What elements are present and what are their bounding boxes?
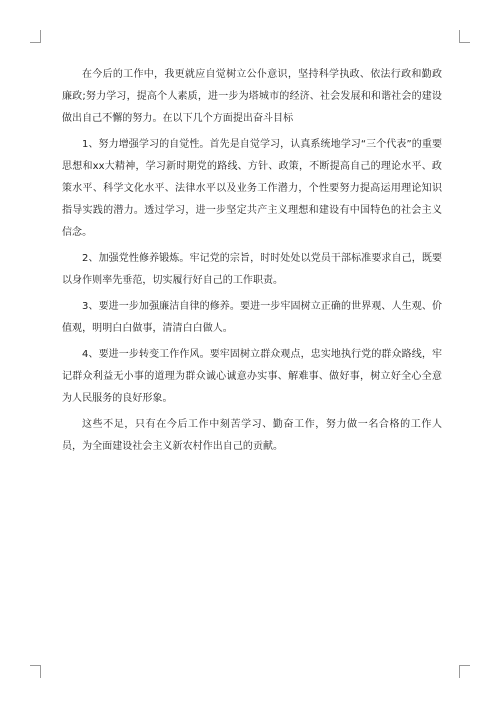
paragraph-intro: 在今后的工作中，我更就应自觉树立公仆意识，坚持科学执政、依法行政和勤政廉政;努力学习，提高个人素质，进一步为塔城市的经济、社会发展和和谐社会的建设做出自己不懈的努力。在以下几个方面提出奋斗目标 bbox=[62, 69, 442, 124]
crop-mark-bottom-right bbox=[459, 665, 470, 678]
crop-mark-top-right bbox=[459, 30, 470, 43]
crop-mark-top-left bbox=[30, 30, 41, 43]
paragraph-goal-3: 3、要进一步加强廉洁自律的修养。要进一步牢固树立正确的世界观、人生观、价值观，明明白白做事，清清白白做人。 bbox=[62, 301, 442, 334]
document-body bbox=[62, 64, 442, 458]
crop-mark-bottom-left bbox=[30, 665, 41, 678]
paragraph-conclusion: 这些不足，只有在今后工作中刻苦学习、勤奋工作，努力做一名合格的工作人员，为全面建设社会主义新农村作出自己的贡献。 bbox=[62, 419, 442, 452]
paragraph-goal-2: 2、加强党性修养锻炼。牢记党的宗旨，时时处处以党员干部标准要求自己，既要以身作则率先垂范，切实履行好自己的工作职责。 bbox=[62, 253, 442, 286]
paragraph-goal-1: 1、努力增强学习的自觉性。首先是自觉学习，认真系统地学习“三个代表”的重要思想和xx大精神，学习新时期党的路线、方针、政策，不断提高自己的理论水平、政策水平、科学文化水平、法律水平以及业务工作潜力，个性要努力提高运用理论知识指导实践的潜力。透过学习，进一步坚定共产主义理想和建设有中国特色的社会主义信念。 bbox=[62, 139, 442, 238]
paragraph-goal-4: 4、要进一步转变工作作风。要牢固树立群众观点，忠实地执行党的群众路线，牢记群众利益无小事的道理为群众诚心诚意办实事、解难事、做好事，树立好全心全意为人民服务的良好形象。 bbox=[62, 349, 442, 404]
